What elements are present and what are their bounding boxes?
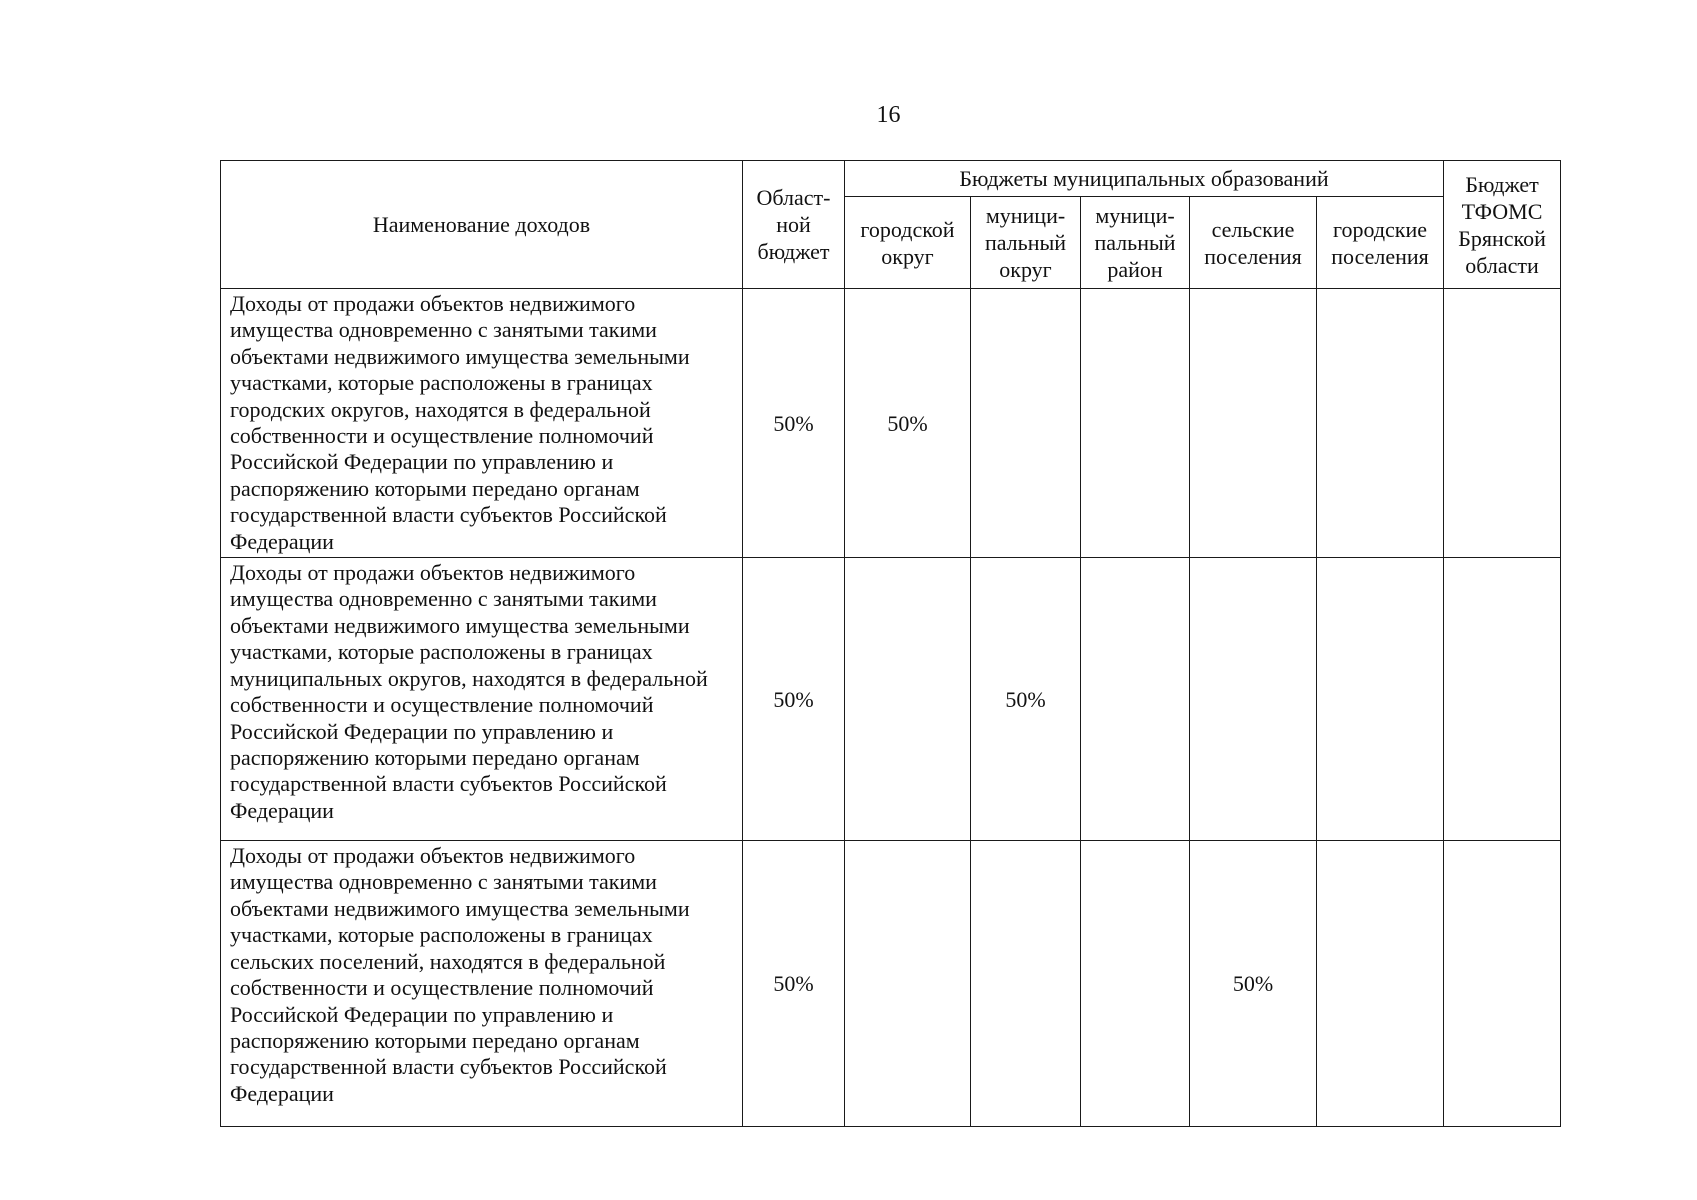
cell-municipal-okrug: 50% [971, 558, 1081, 841]
cell-urban-settlements [1317, 289, 1444, 558]
row-description: Доходы от продажи объектов недвижимого имущества одновременно с занятыми такими объектами недвижимого имущества земельными участками, которые расположены в границах муниципальных округов, находятся в федеральной собственности и осуществление полномочий Российской Федерации по управлению и распоряжению которыми передано органам государственной власти субъектов Российской Федерации [221, 558, 743, 841]
income-distribution-table [220, 160, 1561, 1127]
cell-municipal-rayon [1081, 289, 1190, 558]
page-number: 16 [876, 102, 901, 128]
cell-rural-settlements: 50% [1190, 841, 1317, 1127]
cell-tfoms [1444, 841, 1561, 1127]
cell-urban-settlements [1317, 558, 1444, 841]
header-municipal-budgets: Бюджеты муниципальных образований [845, 161, 1444, 197]
cell-municipal-okrug [971, 841, 1081, 1127]
table-row [221, 558, 1561, 841]
table-row [221, 289, 1561, 558]
cell-city-district [845, 558, 971, 841]
header-regional-budget: Област- ной бюджет [743, 161, 845, 289]
cell-city-district [845, 841, 971, 1127]
row-description: Доходы от продажи объектов недвижимого имущества одновременно с занятыми такими объектами недвижимого имущества земельными участками, которые расположены в границах сельских поселений, находятся в федеральной собственности и осуществление полномочий Российской Федерации по управлению и распоряжению которыми передано органам государственной власти субъектов Российской Федерации [221, 841, 743, 1127]
header-municipal-rayon: муници- пальный район [1081, 197, 1190, 289]
cell-regional: 50% [743, 289, 845, 558]
header-tfoms-budget: Бюджет ТФОМС Брянской области [1444, 161, 1561, 289]
cell-urban-settlements [1317, 841, 1444, 1127]
cell-municipal-okrug [971, 289, 1081, 558]
cell-regional: 50% [743, 558, 845, 841]
header-urban-settlements: городские поселения [1317, 197, 1444, 289]
cell-tfoms [1444, 558, 1561, 841]
cell-municipal-rayon [1081, 558, 1190, 841]
header-income-name: Наименование доходов [221, 161, 743, 289]
cell-tfoms [1444, 289, 1561, 558]
cell-rural-settlements [1190, 558, 1317, 841]
cell-city-district: 50% [845, 289, 971, 558]
cell-regional: 50% [743, 841, 845, 1127]
cell-municipal-rayon [1081, 841, 1190, 1127]
row-description: Доходы от продажи объектов недвижимого имущества одновременно с занятыми такими объектами недвижимого имущества земельными участками, которые расположены в границах городских округов, находятся в федеральной собственности и осуществление полномочий Российской Федерации по управлению и распоряжению которыми передано органам государственной власти субъектов Российской Федерации [221, 289, 743, 558]
header-city-district: городской округ [845, 197, 971, 289]
table-row [221, 841, 1561, 1127]
cell-rural-settlements [1190, 289, 1317, 558]
header-municipal-okrug: муници- пальный округ [971, 197, 1081, 289]
header-rural-settlements: сельские поселения [1190, 197, 1317, 289]
